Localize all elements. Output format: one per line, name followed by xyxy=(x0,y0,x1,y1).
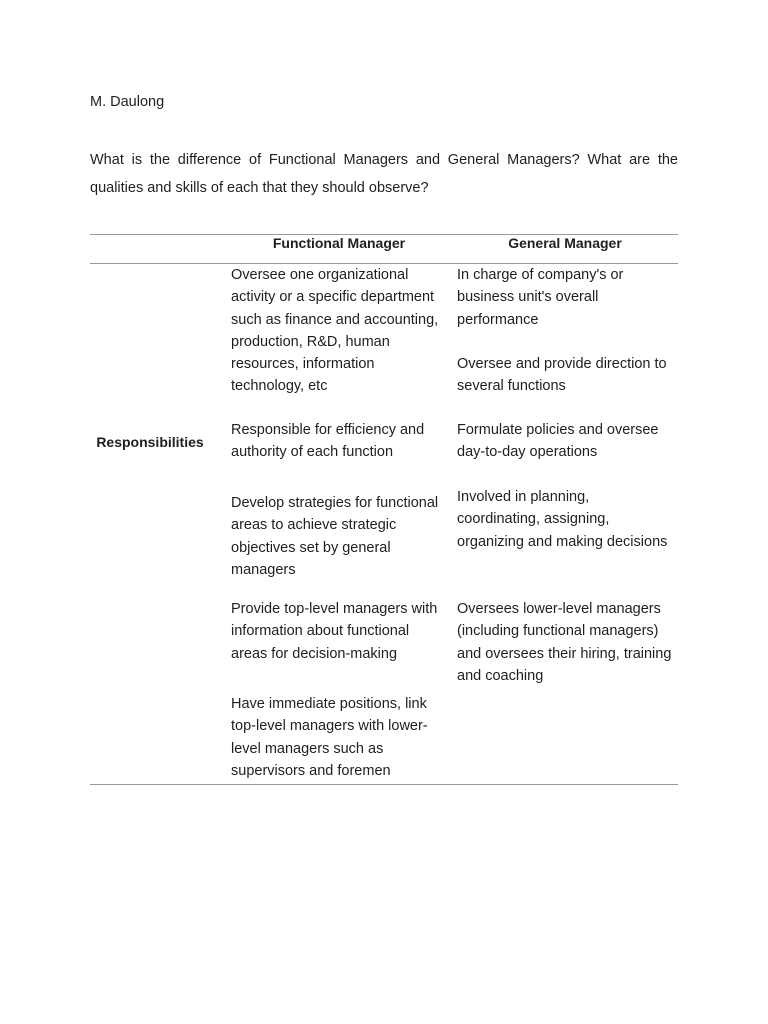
question-text: What is the difference of Functional Managers and General Managers? What are the qualities and skills of each that they should observe? xyxy=(90,152,678,196)
functional-item: Oversee one organizational activity or a specific department such as finance and accounting, production, R&D, human resources, information technology, etc xyxy=(231,267,439,395)
general-item: Involved in planning, coordinating, assigning, organizing and making decisions xyxy=(457,489,668,550)
functional-item: Develop strategies for functional areas to achieve strategic objectives set by general managers xyxy=(231,495,439,578)
functional-item: Have immediate positions, link top-level managers with lower-level managers such as supervisors and foremen xyxy=(231,696,428,779)
author-name: M. Daulong xyxy=(90,94,165,110)
general-item: In charge of company's or business unit's overall performance xyxy=(457,267,624,328)
comparison-table xyxy=(90,234,678,785)
general-item: Oversees lower-level managers (including functional managers) and oversees their hiring, training and coaching xyxy=(457,601,672,684)
functional-item: Provide top-level managers with information about functional areas for decision-making xyxy=(231,601,438,662)
general-item: Oversee and provide direction to several functions xyxy=(457,356,667,395)
header-general-manager: General Manager xyxy=(508,235,622,251)
general-item: Formulate policies and oversee day-to-day operations xyxy=(457,422,659,461)
header-functional-manager: Functional Manager xyxy=(272,235,406,251)
functional-item: Responsible for efficiency and authority of each function xyxy=(231,422,425,461)
row-label-responsibilities: Responsibilities xyxy=(96,434,204,450)
table-header-row xyxy=(90,235,678,264)
